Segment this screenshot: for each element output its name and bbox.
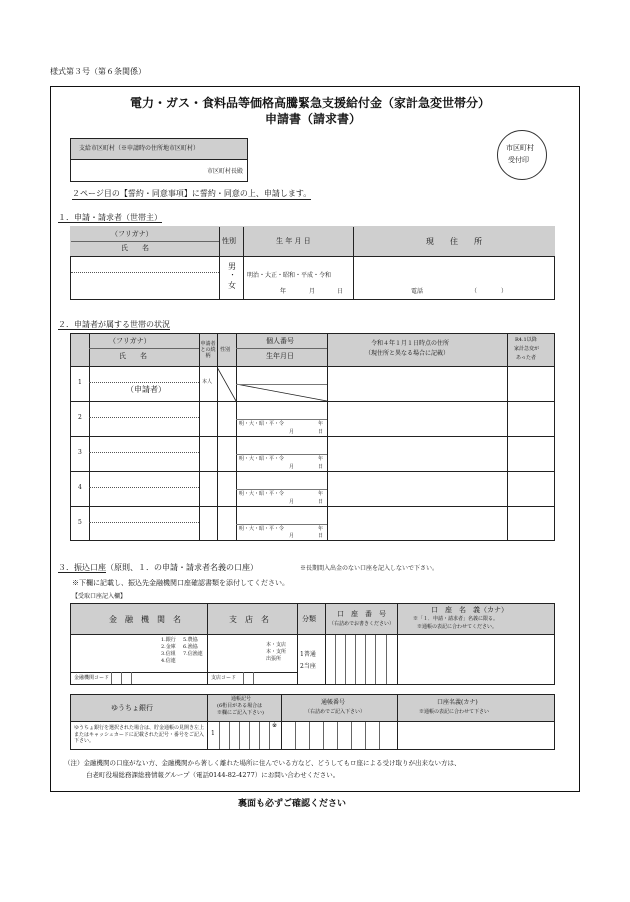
s3-bank-code-label: 金融機関コード [74, 675, 110, 681]
s2-row5-day: 日 [318, 533, 324, 539]
city-box [70, 138, 248, 182]
s1-phone-paren: （ ） [471, 288, 508, 295]
s2-row5-eras: 明・大・昭・平・令 [239, 526, 285, 532]
city-chief: 市区町村長殿 [206, 168, 243, 175]
branch-type-option: 本・支店 [266, 642, 287, 648]
applicant-table [70, 226, 555, 300]
s2-r4-line2: 家計急変が [514, 346, 540, 352]
bank-type-option: 3.信組 [161, 651, 176, 657]
s2-row5-year: 年 [318, 526, 324, 532]
s3-heading-text: ３．振込口座 [58, 563, 106, 572]
branch-type-option: 本・支所 [266, 649, 287, 655]
s1-eras: 明治・大正・昭和・平成・令和 [247, 272, 332, 279]
stamp-line1: 市区町村 [506, 144, 534, 152]
s3-attach-note: ※下欄に記載し、振込先金融機関口座確認書類を添付してください。 [72, 579, 289, 587]
s2-address-line2: （現住所と異なる場合に記載） [365, 350, 450, 357]
passbook-no-sub: （右詰めでご記入下さい） [305, 709, 366, 715]
passbook-code-asterisk: ※ [272, 722, 278, 729]
s3-heading-note: （原則、１．の申請・請求者名義の口座） [106, 563, 258, 572]
s2-row2-year: 年 [318, 421, 324, 427]
s2-row2-day: 日 [318, 429, 324, 435]
s2-row3-day: 日 [318, 464, 324, 470]
s2-row4-eras: 明・大・昭・平・令 [239, 491, 285, 497]
passbook-code-sub2: ※欄にご記入下さい) [217, 710, 264, 716]
s2-row-number: 2 [78, 414, 82, 421]
s3-receipt-label: 【受取口座記入欄】 [72, 593, 127, 600]
s1-sex-label: 性別 [222, 237, 236, 245]
pledge-text: ２ページ目の【誓約・同意事項】に誓約・同意の上、申請します。 [72, 189, 312, 198]
s1-year: 年 [280, 288, 287, 295]
s1-day: 日 [337, 288, 344, 295]
s3-account-no-sub: （右詰めでお書きください） [329, 621, 395, 627]
s1-dob-label: 生 年 月 日 [276, 237, 311, 245]
s3-holder-label: 口 座 名 義（カナ） [431, 606, 508, 614]
yucho-label: ゆうちょ銀行 [111, 704, 153, 712]
bank-account-table [70, 603, 555, 685]
passbook-no-label: 通帳番号 [321, 699, 346, 706]
s2-row3-month: 月 [289, 464, 295, 470]
yucho-table [70, 694, 555, 750]
s2-row-number: 3 [78, 449, 82, 456]
s1-furigana-label: （フリガナ） [111, 230, 153, 238]
s2-row-number: 1 [78, 379, 82, 386]
s1-male: 男 [228, 262, 236, 271]
form-subtitle: 申請書（請求書） [265, 112, 362, 126]
s2-applicant-label: （申請者） [126, 385, 166, 394]
s1-dot: ・ [229, 271, 236, 279]
form-title: 電力・ガス・食料品等価格高騰緊急支援給付金（家計急変世帯分） [130, 96, 491, 110]
s1-month: 月 [309, 288, 316, 295]
footnote-line1: （注）金融機関の口座がない方、金融機関から著しく離れた場所に住んでいる方など、どうしてもロ座による受け取りが出来ない方は、 [64, 759, 461, 767]
s2-address-line1: 令和４年１月１日時点の住所 [371, 340, 450, 347]
account-type-futsu: 1普通 [300, 651, 316, 658]
s1-phone-label: 電話 [411, 288, 424, 295]
passbook-code-label: 通帳記号 [231, 696, 252, 702]
bank-type-option: 2.金庫 [161, 644, 176, 650]
section2-heading: ２．申請者が属する世帯の状況 [58, 320, 170, 329]
s2-row5-month: 月 [289, 533, 295, 539]
s2-row-number: 4 [78, 484, 82, 491]
form-number: 様式第３号（第６条関係） [50, 67, 146, 76]
yucho-holder-label: 口座名義(カナ) [437, 699, 478, 706]
s2-furigana-label: （フリガナ） [109, 337, 151, 345]
s2-row-number: 5 [78, 519, 82, 526]
s2-r4-line1: R4.1以降 [515, 337, 537, 343]
s1-female: 女 [228, 281, 236, 290]
s2-row3-year: 年 [318, 456, 324, 462]
s2-sex-label: 性別 [220, 347, 231, 353]
s3-holder-sub2: ※通帳の表記に合わせてください。 [417, 624, 498, 630]
s3-small-note: ※長期間入出金のない口座を記入しないで下さい。 [300, 565, 439, 572]
s2-dob-label: 生年月日 [266, 352, 294, 360]
s3-holder-sub1: ※「１．申請・請求者」名義に限る。 [413, 616, 499, 622]
s2-honin-label: 本人 [202, 379, 213, 385]
s3-category-label: 分類 [302, 615, 316, 623]
passbook-code-sub1: (6桁目がある場合は [217, 703, 263, 709]
stamp-line2: 受付印 [508, 156, 529, 164]
s1-name-label: 氏 名 [121, 244, 149, 252]
s2-row3-eras: 明・大・昭・平・令 [239, 456, 285, 462]
section1-heading: １．申請・請求者（世帯主） [58, 213, 162, 222]
s3-branch-name-label: 支 店 名 [229, 615, 269, 624]
s3-bank-name-label: 金 融 機 関 名 [109, 615, 181, 624]
footnote-line2: 白老町役場総務課総務情報グループ（電話0144-82-4277）にお問い合わせください。 [86, 771, 340, 779]
city-box-label: 支給市区町村（※申請時の住所地市区町村） [79, 145, 200, 152]
s2-row4-day: 日 [318, 499, 324, 505]
reception-stamp [497, 130, 547, 180]
yucho-holder-sub: ※通帳の表記に合わせて下さい [419, 709, 490, 715]
passbook-code-prefix: 1 [211, 730, 215, 737]
household-table [70, 333, 555, 541]
bank-type-option: 6.漁協 [183, 644, 198, 650]
s2-row2-month: 月 [289, 429, 295, 435]
section3-heading [58, 564, 258, 572]
s2-row4-month: 月 [289, 499, 295, 505]
s2-name-label: 氏 名 [119, 352, 147, 360]
s3-branch-code-label: 支店コード [211, 675, 237, 681]
s2-mynumber-label: 個人番号 [266, 337, 294, 345]
s3-account-no-label: 口 座 番 号 [337, 610, 386, 618]
bank-type-option: 4.信連 [161, 658, 176, 664]
bank-type-option: 7.信漁連 [183, 651, 203, 657]
yucho-note: ゆうちょ銀行を選択された場合は、貯金通帳の見開き左上またはキャッシュカードに記載された記号・番号をご記入下さい。 [74, 725, 205, 744]
bank-type-option: 1.銀行 [161, 637, 176, 643]
s1-address-label: 現 住 所 [426, 237, 482, 246]
s2-r4-line3: あった者 [516, 355, 536, 361]
s2-relation-label: 申請者との続柄 [200, 341, 216, 359]
branch-type-option: 出張所 [266, 656, 282, 662]
account-type-touza: 2当座 [300, 663, 316, 670]
bank-type-option: 5.農協 [183, 637, 198, 643]
s2-row2-eras: 明・大・昭・平・令 [239, 421, 285, 427]
s2-row4-year: 年 [318, 491, 324, 497]
back-side-note: 裏面も必ずご確認ください [238, 799, 347, 809]
